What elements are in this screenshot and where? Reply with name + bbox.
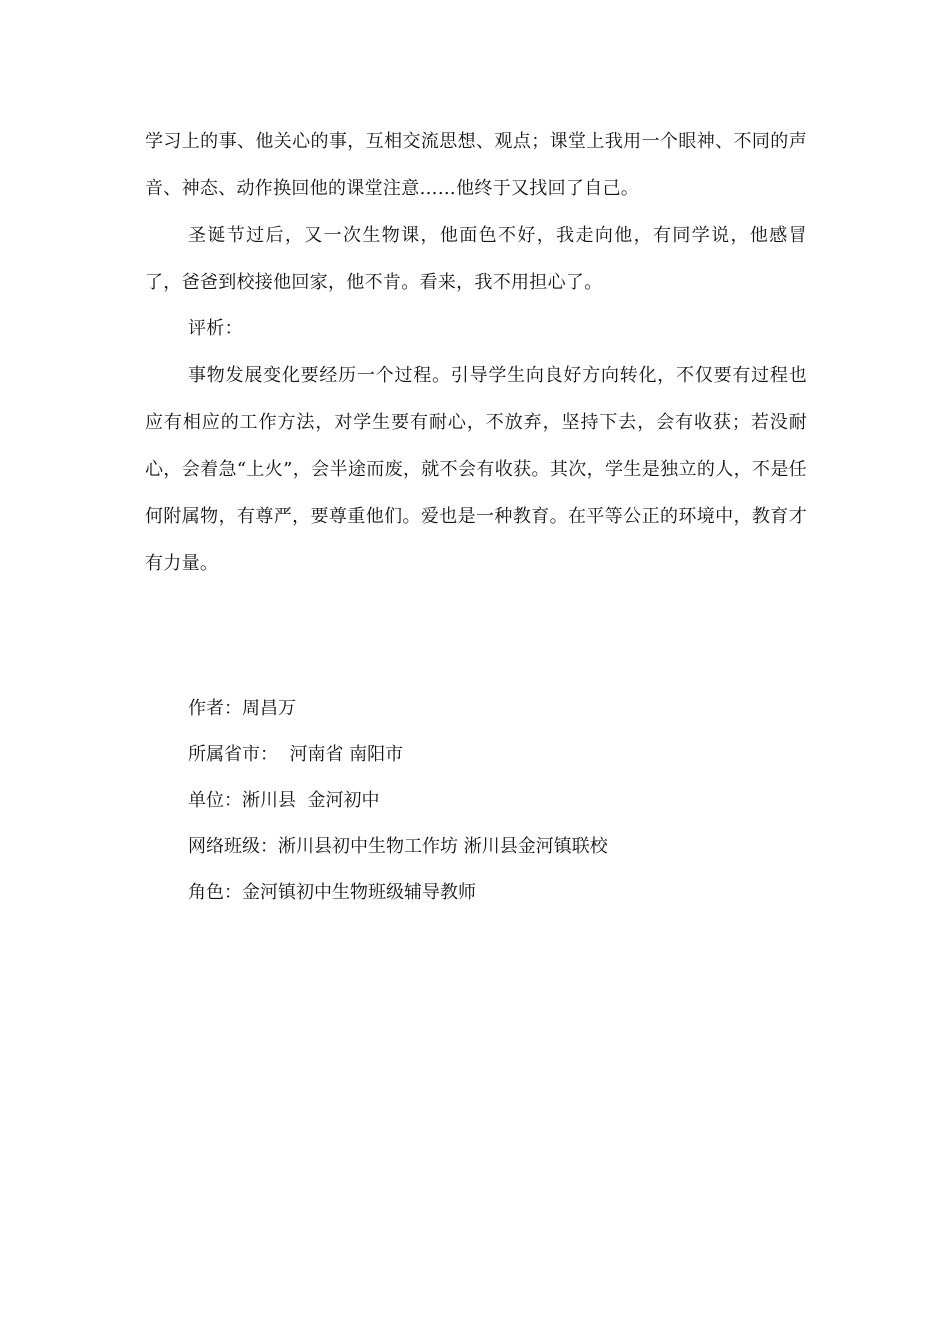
analysis-paragraph: 事物发展变化要经历一个过程。引导学生向良好方向转化，不仅要有过程也应有相应的工作方法，对学生要有耐心，不放弃，坚持下去，会有收获；若没耐心，会着急“上火”，会半途而废，就不会有收获。其次，学生是独立的人，不是任何附属物，有尊严，要尊重他们。爱也是一种教育。在平等公正的环境中，教育才有力量。	[145, 365, 807, 574]
unit-line: 单位：淅川县 金河初中	[188, 790, 380, 811]
author-info	[188, 686, 808, 916]
paragraph-continuation: 学习上的事、他关心的事，互相交流思想、观点；课堂上我用一个眼神、不同的声音、神态、动作换回他的课堂注意……他终于又找回了自己。	[145, 131, 807, 199]
role-line: 角色：金河镇初中生物班级辅导教师	[188, 882, 476, 903]
paragraph-christmas: 圣诞节过后，又一次生物课，他面色不好，我走向他，有同学说，他感冒了，爸爸到校接他回家，他不肯。看来，我不用担心了。	[145, 225, 807, 293]
article-body	[145, 118, 807, 587]
author-line: 作者：周昌万	[188, 698, 296, 719]
network-class-line: 网络班级：淅川县初中生物工作坊 淅川县金河镇联校	[188, 836, 608, 857]
province-city-line: 所属省市： 河南省 南阳市	[188, 744, 404, 765]
analysis-label: 评析：	[188, 318, 243, 339]
